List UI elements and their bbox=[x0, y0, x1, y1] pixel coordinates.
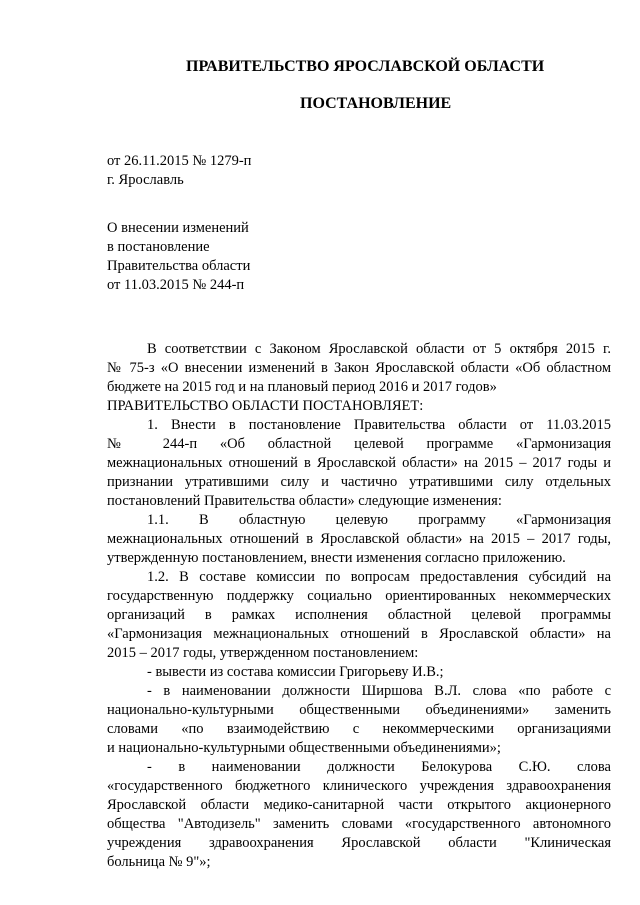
body-text-line: 1.2. В составе комиссии по вопросам предоставления субсидий на bbox=[147, 569, 611, 585]
body-text-line: учреждения здравоохранения Ярославской области "Клиническая bbox=[107, 835, 611, 851]
body-text-line: - в наименовании должности Белокурова С.Ю. слова bbox=[147, 759, 611, 775]
body-text-line: утвержденную постановлением, внести изменения согласно приложению. bbox=[107, 550, 566, 566]
body-text-line: бюджете на 2015 год и на плановый период 2016 и 2017 годов» bbox=[107, 379, 497, 395]
body-text-line: ПРАВИТЕЛЬСТВО ОБЛАСТИ ПОСТАНОВЛЯЕТ: bbox=[107, 398, 424, 414]
subject-line: в постановление bbox=[107, 239, 210, 255]
body-text-line: 1. Внести в постановление Правительства области от 11.03.2015 bbox=[147, 417, 611, 433]
subject-line: О внесении изменений bbox=[107, 220, 249, 236]
body-text-line: В соответствии с Законом Ярославской области от 5 октября 2015 г. bbox=[147, 341, 611, 357]
body-text-line: № 75-з «О внесении изменений в Закон Ярославской области «Об областном bbox=[107, 360, 611, 376]
body-text-line: межнациональных отношений в Ярославской области» на 2015 – 2017 годы, bbox=[107, 531, 611, 547]
government-title: ПРАВИТЕЛЬСТВО ЯРОСЛАВСКОЙ ОБЛАСТИ bbox=[186, 58, 545, 75]
body-text-line: национально-культурными общественными объединениями» заменить bbox=[107, 702, 611, 718]
body-text-line: организаций в рамках исполнения областной целевой программы bbox=[107, 607, 611, 623]
body-text-line: межнациональных отношений в Ярославской области» на 2015 – 2017 годы и bbox=[107, 455, 611, 471]
subject-line: Правительства области bbox=[107, 258, 251, 274]
body-text-line: общества "Автодизель" заменить словами «государственного автономного bbox=[107, 816, 611, 832]
subject-line: от 11.03.2015 № 244-п bbox=[107, 277, 245, 293]
body-text-line: «государственного бюджетного клинического учреждения здравоохранения bbox=[107, 778, 611, 794]
body-text-line: - в наименовании должности Ширшова В.Л. слова «по работе с bbox=[147, 683, 611, 699]
date-number: от 26.11.2015 № 1279-п bbox=[107, 153, 252, 169]
body-text-line: больница № 9"»; bbox=[107, 854, 211, 870]
body-text-line: словами «по взаимодействию с некоммерческими организациями bbox=[107, 721, 611, 737]
body-text-line: «Гармонизация межнациональных отношений в Ярославской области» на bbox=[107, 626, 611, 642]
body-text-line: 1.1. В областную целевую программу «Гармонизация bbox=[147, 512, 611, 528]
body-text-line: - вывести из состава комиссии Григорьеву И.В.; bbox=[147, 664, 444, 680]
body-text-line: постановлений Правительства области» следующие изменения: bbox=[107, 493, 502, 509]
body-text-line: 2015 – 2017 годы, утвержденном постановлением: bbox=[107, 645, 419, 661]
body-text-line: и национально-культурными общественными объединениями»; bbox=[107, 740, 501, 756]
body-text-line: № 244-п «Об областной целевой программе «Гармонизация bbox=[107, 436, 611, 452]
body-text-line: Ярославской области медико-санитарной части открытого акционерного bbox=[107, 797, 611, 813]
document-type: ПОСТАНОВЛЕНИЕ bbox=[300, 95, 452, 112]
document-body bbox=[107, 340, 611, 872]
body-text-line: государственную поддержку социально ориентированных некоммерческих bbox=[107, 588, 611, 604]
city: г. Ярославль bbox=[107, 172, 184, 188]
body-text-line: признании утратившими силу и частично утратившими силу отдельных bbox=[107, 474, 611, 490]
